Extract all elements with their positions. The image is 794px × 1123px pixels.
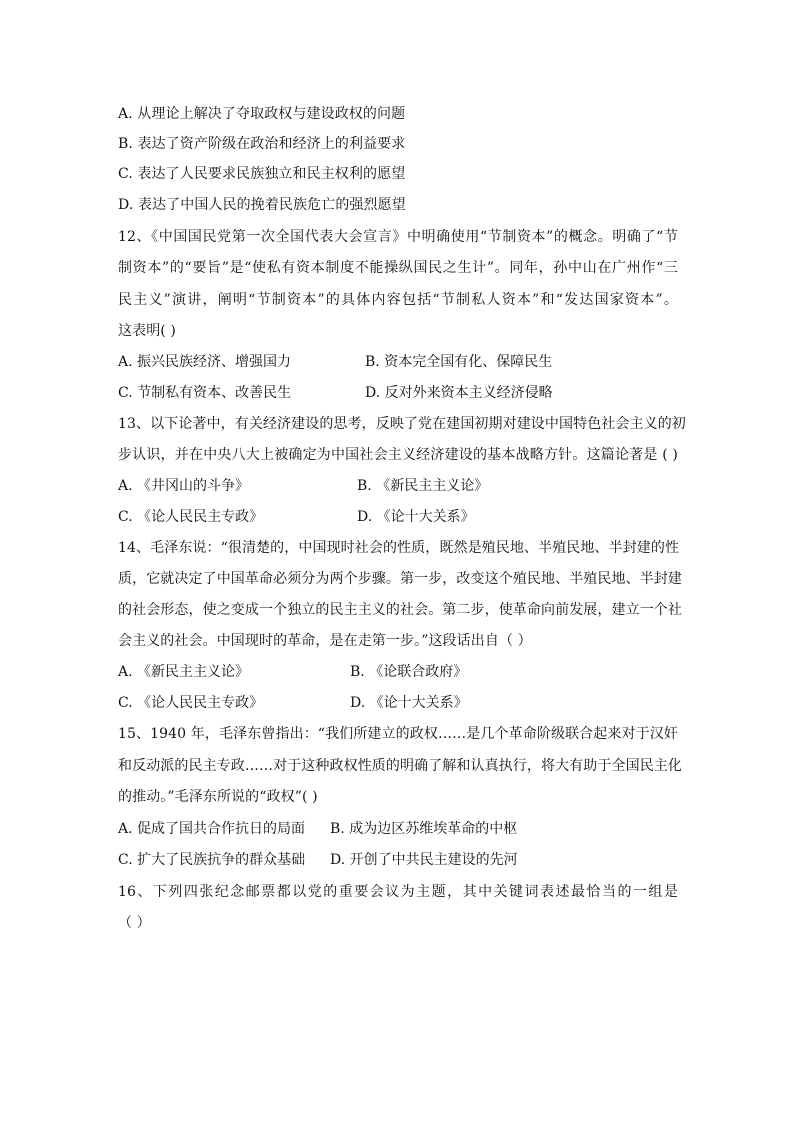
- q14-option-a: A. 《新民主主义论》: [118, 664, 250, 680]
- q12-option-c: C. 节制私有资本、改善民生: [118, 385, 292, 401]
- q12-stem-line3: 民主义”演讲，阐明“节制资本”的具体内容包括“节制私人资本”和“发达国家资本”。: [118, 292, 678, 308]
- q16-stem-line1: 16、下列四张纪念邮票都以党的重要会议为主题，其中关键词表述最恰当的一组是: [118, 884, 678, 900]
- q15-option-b: B. 成为边区苏维埃革命的中枢: [330, 821, 518, 837]
- q14-option-c: C. 《论人民民主专政》: [118, 695, 264, 711]
- q13-stem-line1: 13、以下论著中，有关经济建设的思考，反映了党在建国初期对建设中国特色社会主义的初: [118, 416, 686, 432]
- q11-option-b: B. 表达了资产阶级在政治和经济上的利益要求: [118, 136, 406, 152]
- q14-stem-line1: 14、毛泽东说：“很清楚的，中国现时社会的性质，既然是殖民地、半殖民地、半封建的性: [118, 540, 680, 556]
- q12-stem-line4: 这表明( ): [118, 323, 176, 339]
- q15-stem-line1: 15、1940 年，毛泽东曾指出：“我们所建立的政权……是几个革命阶级联合起来对于汉奸: [118, 726, 678, 742]
- q11-option-c: C. 表达了人民要求民族独立和民主权利的愿望: [118, 166, 406, 182]
- q13-option-a: A. 《井冈山的斗争》: [118, 478, 250, 494]
- q15-option-a: A. 促成了国共合作抗日的局面: [118, 821, 306, 837]
- q15-option-c: C. 扩大了民族抗争的群众基础: [118, 852, 306, 868]
- q14-option-d: D. 《论十大关系》: [350, 695, 468, 711]
- q15-option-d: D. 开创了中共民主建设的先河: [330, 852, 518, 868]
- q14-option-b: B. 《论联合政府》: [350, 664, 468, 680]
- q15-stem-line3: 的推动。”毛泽东所说的“政权”( ): [118, 789, 318, 805]
- q13-option-c: C. 《论人民民主专政》: [118, 509, 264, 525]
- q14-stem-line2: 质，它就决定了中国革命必须分为两个步骤。第一步，改变这个殖民地、半殖民地、半封建: [118, 571, 682, 587]
- q11-option-d: D. 表达了中国人民的挽着民族危亡的强烈愿望: [118, 197, 406, 213]
- q16-stem-line2: （ ）: [118, 915, 151, 931]
- q13-option-b: B. 《新民主主义论》: [357, 478, 489, 494]
- q12-option-b: B. 资本完全国有化、保障民生: [365, 354, 553, 370]
- q12-option-a: A. 振兴民族经济、增强国力: [118, 354, 292, 370]
- q15-stem-line2: 和反动派的民主专政……对于这种政权性质的明确了解和认真执行，将大有助于全国民主化: [118, 758, 682, 774]
- q11-option-a: A. 从理论上解决了夺取政权与建设政权的问题: [118, 106, 406, 122]
- q12-stem-line2: 制资本”的“要旨”是“使私有资本制度不能操纵国民之生计”。同年，孙中山在广州作“三: [118, 260, 678, 276]
- q13-option-d: D. 《论十大关系》: [357, 509, 475, 525]
- q13-stem-line2: 步认识，并在中央八大上被确定为中国社会主义经济建设的基本战略方针。这篇论著是 ( ): [118, 447, 678, 463]
- q12-option-d: D. 反对外来资本主义经济侵略: [365, 385, 553, 401]
- q14-stem-line4: 会主义的社会。中国现时的革命，是在走第一步。”这段话出自（ ）: [118, 633, 532, 649]
- q14-stem-line3: 的社会形态，使之变成一个独立的民主主义的社会。第二步，使革命向前发展，建立一个社: [118, 602, 682, 618]
- q12-stem-line1: 12、《中国国民党第一次全国代表大会宣言》中明确使用“节制资本”的概念。明确了“节: [118, 229, 678, 245]
